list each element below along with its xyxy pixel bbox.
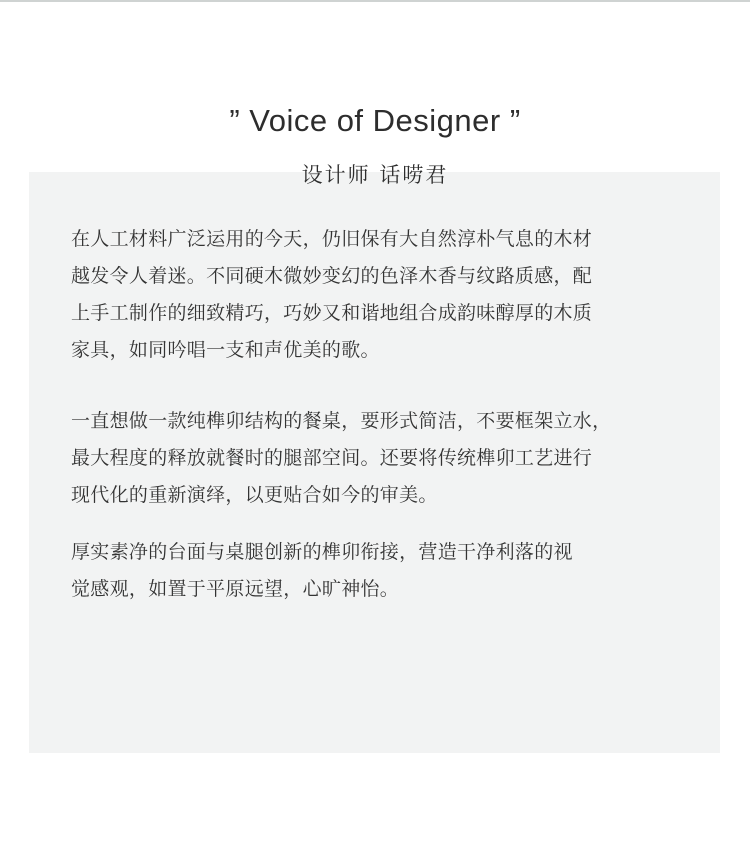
paragraph-line: 最大程度的释放就餐时的腿部空间。还要将传统榫卯工艺进行 — [71, 447, 593, 469]
paragraph-3 — [71, 534, 711, 608]
paragraph-line: 现代化的重新演绎，以更贴合如今的审美。 — [71, 484, 438, 506]
paragraph-line: 越发令人着迷。不同硬木微妙变幻的色泽木香与纹路质感，配 — [71, 265, 593, 287]
top-divider — [0, 0, 750, 2]
designer-subtitle: 设计师 话唠君 — [301, 163, 449, 187]
paragraph-2 — [71, 403, 711, 514]
paragraph-line: 觉感观，如置于平原远望，心旷神怡。 — [71, 578, 400, 600]
paragraph-line: 一直想做一款纯榫卯结构的餐桌，要形式简洁，不要框架立水， — [71, 410, 612, 432]
paragraph-line: 厚实素净的台面与桌腿创新的榫卯衔接，营造干净利落的视 — [71, 541, 573, 563]
paragraph-line: 上手工制作的细致精巧，巧妙又和谐地组合成韵味醇厚的木质 — [71, 302, 593, 324]
paragraph-line: 在人工材料广泛运用的今天，仍旧保有大自然淳朴气息的木材 — [71, 228, 593, 250]
paragraph-1 — [71, 221, 711, 369]
paragraph-line: 家具，如同吟唱一支和声优美的歌。 — [71, 339, 380, 361]
page-title: ” Voice of Designer ” — [229, 103, 521, 138]
